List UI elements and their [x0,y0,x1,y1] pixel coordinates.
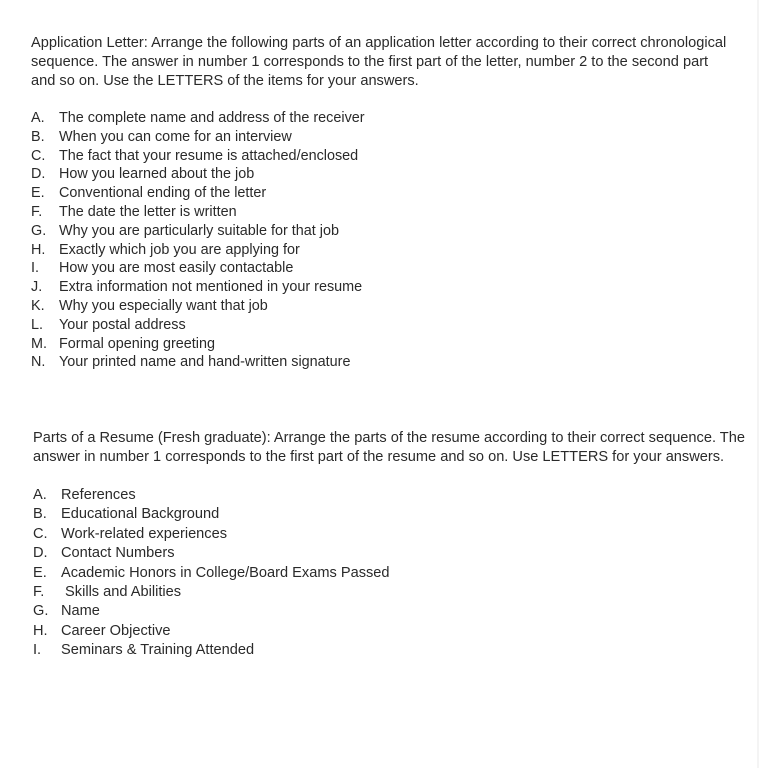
resume-instructions: Parts of a Resume (Fresh graduate): Arrange the parts of the resume according to their correct sequence. The answer in number 1 corresponds to the first part of the resume and so on. Use LETTERS for your answers. [33,430,745,465]
item-text: Your printed name and hand-written signature [59,354,351,371]
list-item [33,505,753,524]
item-text: Conventional ending of the letter [59,185,267,202]
item-text: Educational Background [61,506,220,523]
item-text: The complete name and address of the receiver [59,110,365,126]
item-text: Seminars & Training Attended [61,642,255,659]
application-letter-list [31,109,731,372]
item-text: Contact Numbers [61,545,175,562]
item-letter: A. [33,487,47,503]
item-letter: K. [31,297,45,314]
list-item [31,128,731,147]
list-item [31,259,731,278]
item-text: How you are most easily contactable [59,260,294,277]
item-letter: J. [31,279,43,296]
item-letter: D. [31,166,46,183]
item-text: Your postal address [59,316,186,333]
item-letter: D. [33,545,48,562]
item-letter: H. [33,622,48,639]
list-item [33,564,753,583]
item-text: Formal opening greeting [59,335,215,352]
list-item [33,641,753,660]
list-item [31,147,731,166]
item-text: How you learned about the job [59,166,255,183]
list-item [33,602,753,621]
resume-list [33,486,753,661]
item-letter: C. [33,525,48,542]
item-letter: E. [31,185,45,202]
item-letter: H. [31,241,46,258]
resume-section [33,429,753,661]
item-letter: B. [33,506,47,523]
item-letter: I. [31,260,39,277]
item-letter: G. [31,222,47,239]
list-item [33,583,753,602]
list-item [31,278,731,297]
item-text: Skills and Abilities [61,584,182,601]
list-item [33,486,753,505]
item-text: Academic Honors in College/Board Exams Passed [61,564,390,581]
item-letter: C. [31,147,46,164]
item-letter: E. [33,564,47,581]
list-item [31,241,731,260]
item-letter: I. [33,642,42,659]
list-item [33,622,753,641]
application-letter-instructions: Application Letter: Arrange the following parts of an application letter according to their correct chronological sequence. The answer in number 1 corresponds to the first part of the letter, number 2 to the second part and so on. Use the LETTERS of the items for your answers. [31,35,727,89]
item-letter: N. [31,354,46,371]
item-text: Why you especially want that job [59,297,268,314]
list-item [31,109,731,128]
item-text: Extra information not mentioned in your resume [59,279,363,296]
item-text: References [61,487,136,503]
item-text: Career Objective [61,622,171,639]
item-letter: F. [31,203,43,220]
list-item [31,203,731,222]
item-text: Why you are particularly suitable for that job [59,222,339,239]
item-letter: M. [31,335,47,352]
list-item [33,525,753,544]
list-item [31,297,731,316]
list-item [31,184,731,203]
item-text: When you can come for an interview [59,128,292,145]
list-item [31,335,731,354]
list-item [33,544,753,563]
item-letter: B. [31,128,45,145]
item-text: Work-related experiences [61,525,228,542]
list-item [31,222,731,241]
item-letter: L. [31,316,44,333]
list-item [31,165,731,184]
application-letter-section [31,34,731,372]
item-text: The fact that your resume is attached/enclosed [59,147,359,164]
item-letter: F. [33,584,45,601]
list-item [31,353,731,372]
item-text: The date the letter is written [59,203,237,220]
item-text: Exactly which job you are applying for [59,241,300,258]
item-text: Name [61,603,100,620]
list-item [31,316,731,335]
item-letter: G. [33,603,49,620]
item-letter: A. [31,110,45,126]
